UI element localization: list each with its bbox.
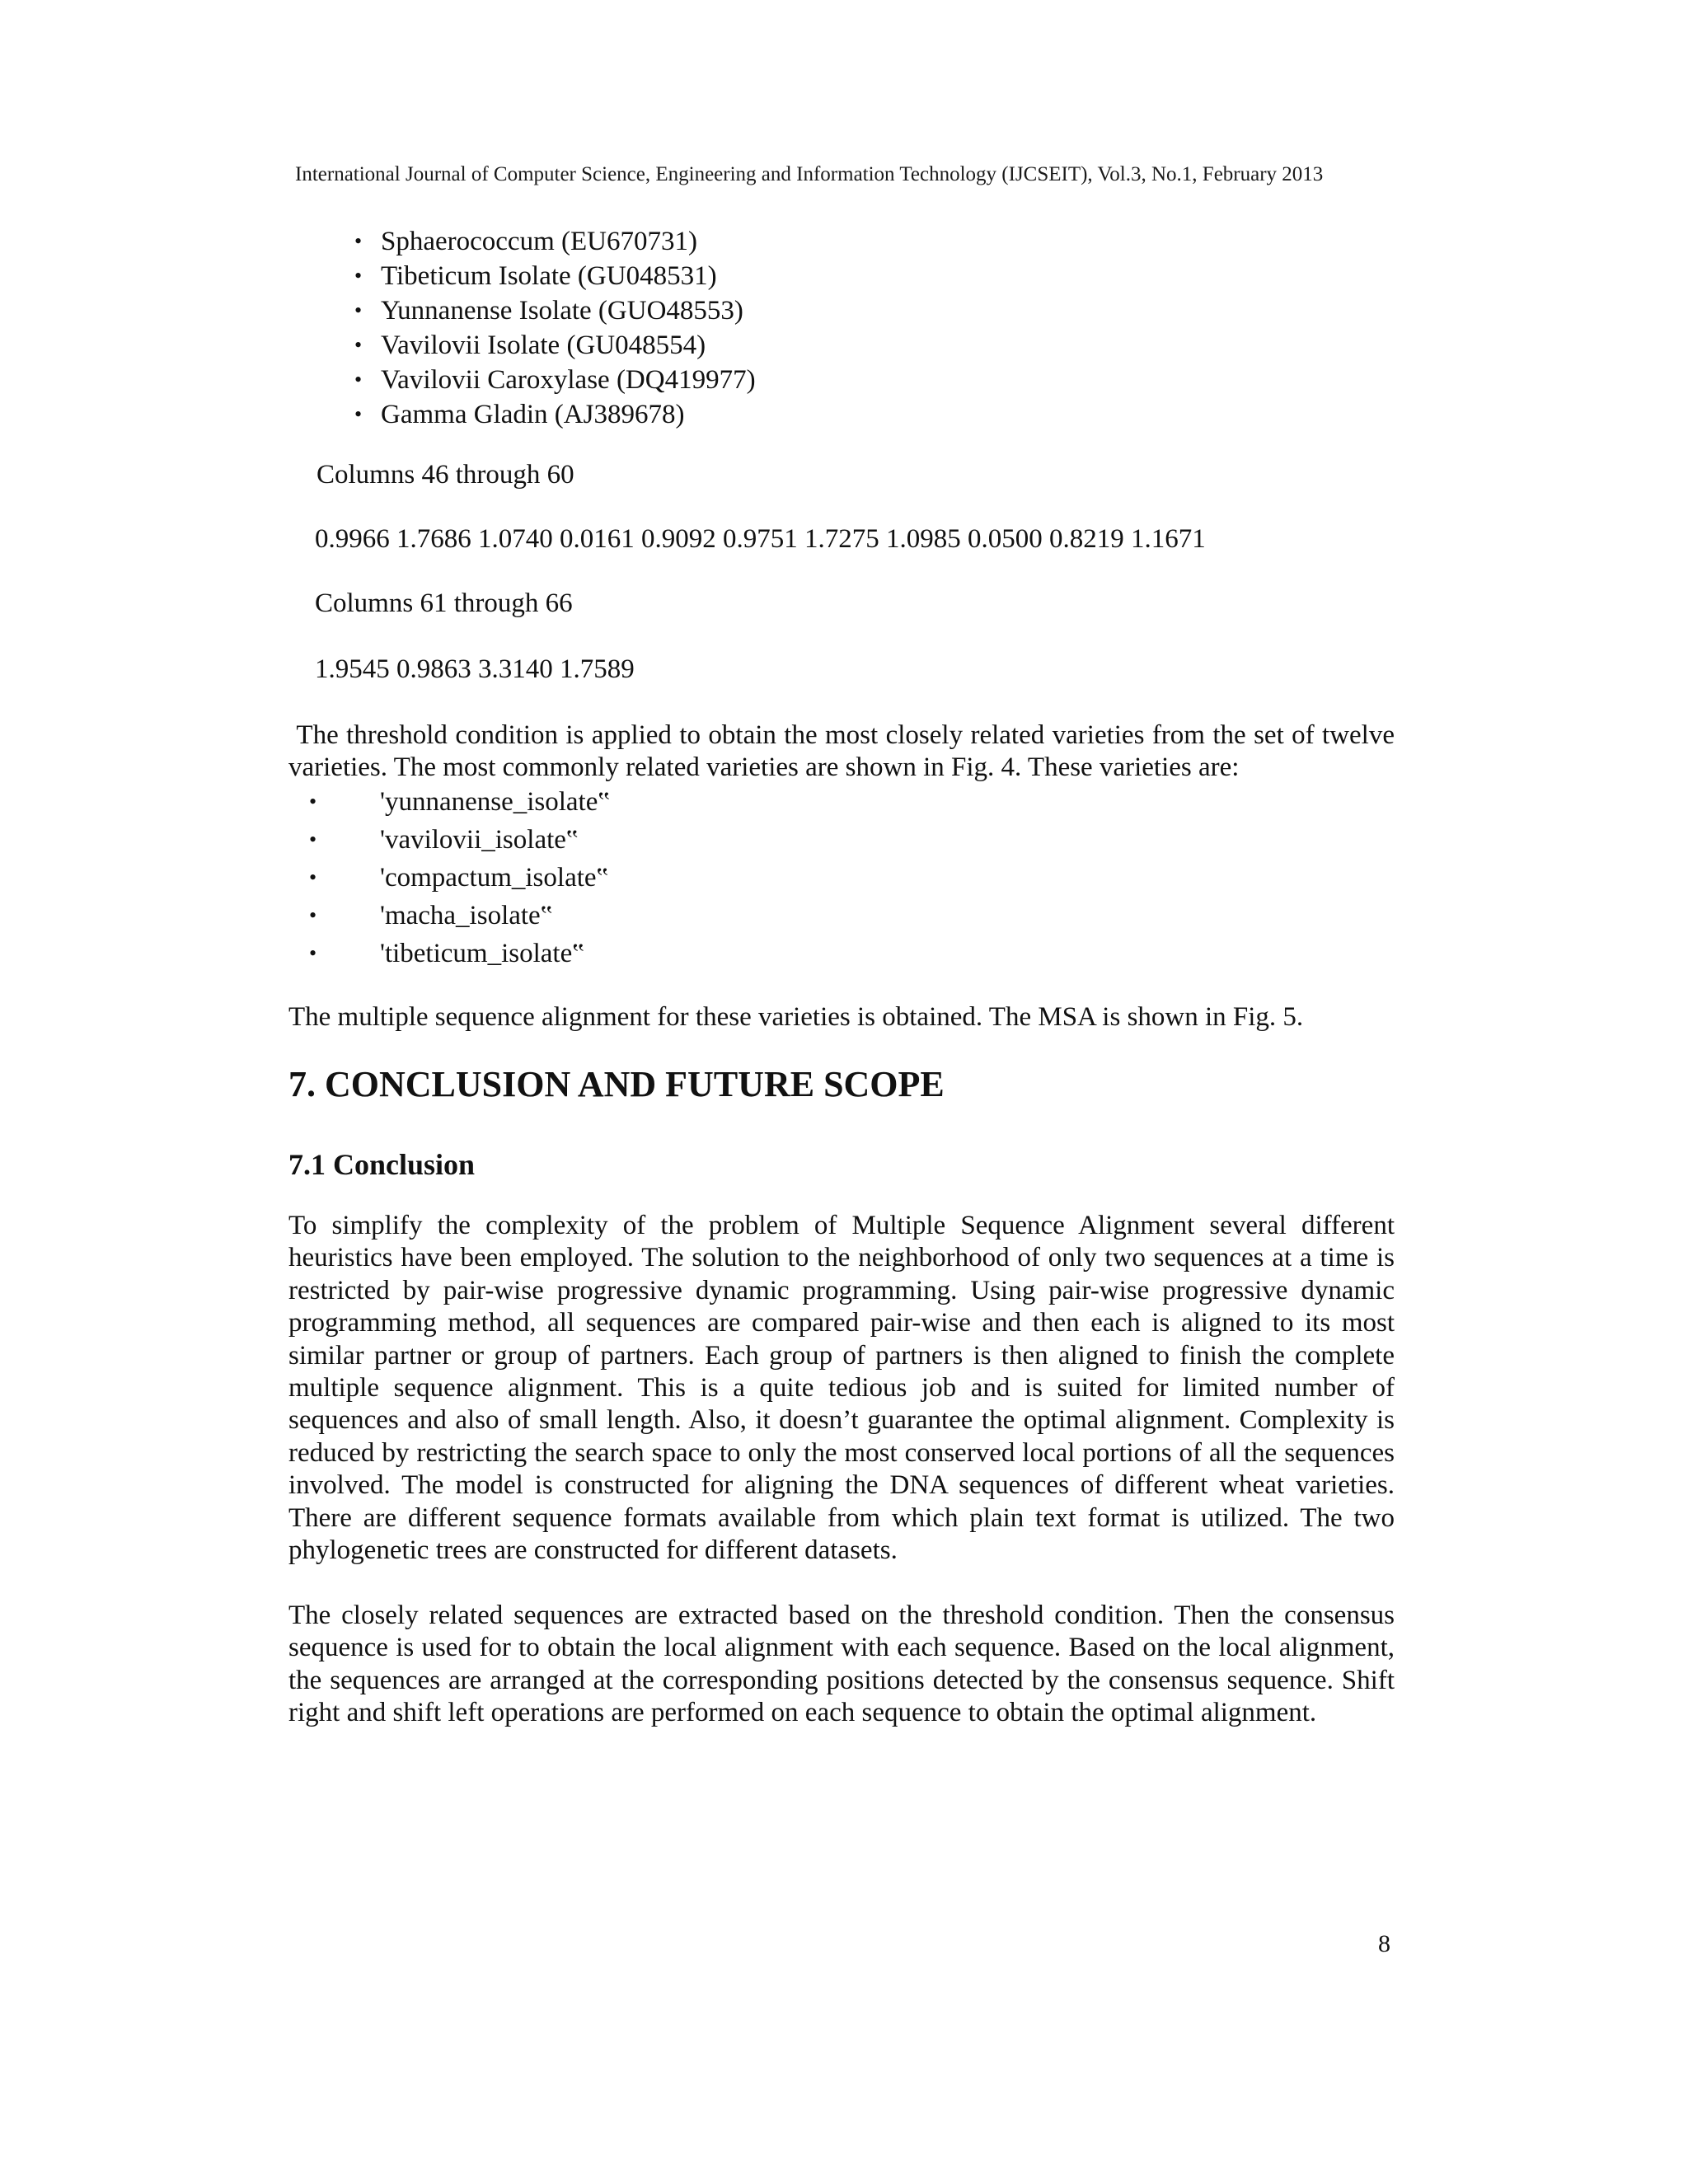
bullet-icon: •	[354, 402, 363, 426]
list-item	[309, 859, 610, 897]
bullet-icon: •	[309, 941, 317, 965]
list-item	[354, 363, 756, 397]
list-item	[354, 397, 756, 432]
accession-list	[354, 224, 756, 432]
bullet-icon: •	[309, 827, 317, 851]
bullet-icon: •	[309, 903, 317, 927]
list-item-text: 'compactum_isolate‟	[380, 863, 609, 893]
list-item-text: 'vavilovii_isolate‟	[380, 825, 579, 855]
bullet-icon: •	[354, 264, 363, 288]
running-header: International Journal of Computer Science, Engineering and Information Technology (IJCSEIT), Vol.3, No.1, February 2013	[295, 163, 1324, 185]
list-item-text: Tibeticum Isolate (GU048531)	[381, 261, 717, 291]
msa-sentence: The multiple sequence alignment for these varieties is obtained. The MSA is shown in Fig. 5.	[288, 1002, 1304, 1032]
bullet-icon: •	[309, 790, 317, 813]
subsection-heading: 7.1 Conclusion	[288, 1148, 476, 1181]
list-item	[309, 897, 610, 935]
list-item	[354, 293, 756, 328]
list-item-text: 'tibeticum_isolate‟	[380, 939, 584, 968]
columns-label-2: Columns 61 through 66	[315, 588, 573, 618]
list-item-text: Yunnanense Isolate (GUO48553)	[381, 296, 743, 326]
conclusion-paragraph-2: The closely related sequences are extracted based on the threshold condition. Then the consensus sequence is used for to obtain the local alignment with each sequence. Based on the local alignment, the sequences are arranged at the corresponding positions detected by the consensus sequence. Shift right and shift left operations are performed on each sequence to obtain the optimal alignment.	[288, 1601, 1395, 1728]
list-item	[354, 328, 756, 363]
list-item	[354, 224, 756, 259]
bullet-icon: •	[309, 865, 317, 889]
conclusion-paragraph-1: To simplify the complexity of the problem of Multiple Sequence Alignment several different heuristics have been employed. The solution to the neighborhood of only two sequences at a time is restricted by pair-wise progressive dynamic programming. Using pair-wise progressive dynamic programming method, all sequences are compared pair-wise and then each is aligned to its most similar partner or group of partners. Each group of partners is then aligned to finish the complete multiple sequence alignment. This is a quite tedious job and is suited for limited number of sequences and also of small length. Also, it doesn’t guarantee the optimal alignment. Complexity is reduced by restricting the search space to only the most conserved local portions of all the sequences involved. The model is constructed for aligning the DNA sequences of different wheat varieties. There are different sequence formats available from which plain text format is utilized. The two phylogenetic trees are constructed for different datasets.	[288, 1211, 1395, 1566]
list-item	[309, 821, 610, 859]
page-number: 8	[1378, 1930, 1390, 1957]
columns-label-1: Columns 46 through 60	[316, 460, 574, 490]
section-heading: 7. CONCLUSION AND FUTURE SCOPE	[288, 1064, 945, 1104]
list-item-text: 'yunnanense_isolate‟	[380, 787, 611, 817]
varieties-list	[309, 783, 610, 972]
list-item	[354, 259, 756, 293]
list-item-text: Gamma Gladin (AJ389678)	[381, 400, 685, 429]
bullet-icon: •	[354, 298, 363, 322]
bullet-icon: •	[354, 333, 363, 357]
list-item-text: Sphaerococcum (EU670731)	[381, 227, 697, 256]
threshold-paragraph: The threshold condition is applied to obtain the most closely related varieties from the set of twelve varieties. The most commonly related varieties are shown in Fig. 4. These varieties are:	[288, 720, 1402, 783]
list-item-text: Vavilovii Caroxylase (DQ419977)	[381, 365, 756, 395]
bullet-icon: •	[354, 368, 363, 391]
columns-values-2: 1.9545 0.9863 3.3140 1.7589	[315, 654, 635, 684]
list-item-text: Vavilovii Isolate (GU048554)	[381, 330, 706, 360]
list-item-text: 'macha_isolate‟	[380, 901, 553, 930]
list-item	[309, 783, 610, 821]
columns-values-1: 0.9966 1.7686 1.0740 0.0161 0.9092 0.9751 1.7275 1.0985 0.0500 0.8219 1.1671	[315, 524, 1206, 554]
list-item	[309, 935, 610, 972]
bullet-icon: •	[354, 229, 363, 253]
